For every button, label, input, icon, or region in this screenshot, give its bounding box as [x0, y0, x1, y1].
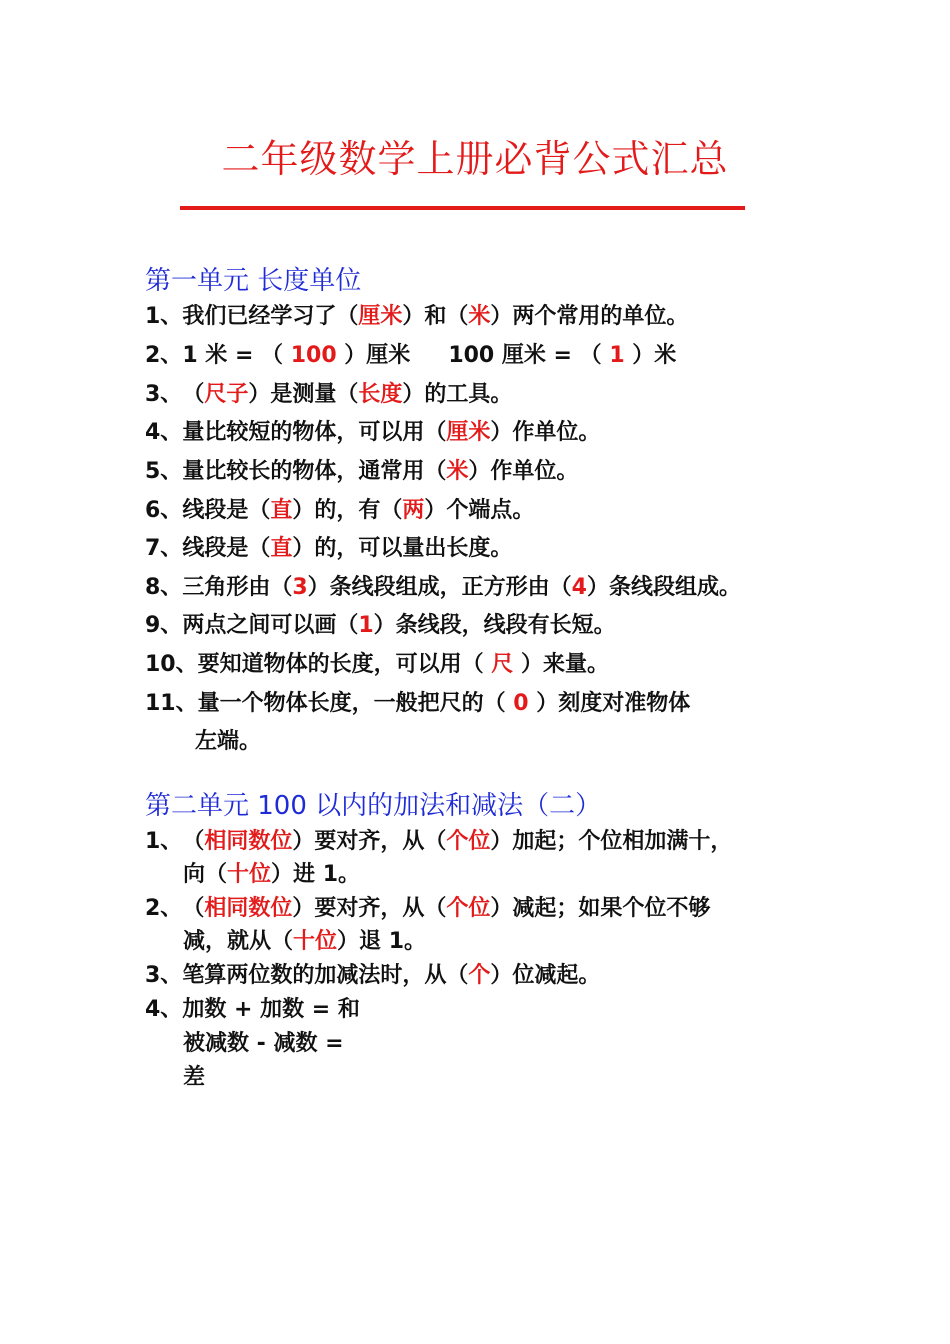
- unit1-item-11: [145, 687, 690, 720]
- item-text: 我们已经学习了（: [182, 304, 359, 329]
- unit1-heading: 第一单元 长度单位: [145, 266, 362, 296]
- unit1-item-11-continued: 左端。: [195, 729, 262, 754]
- answer: 尺: [491, 652, 514, 677]
- item-text: 量一个物体长度，一般把尺的（: [197, 691, 514, 716]
- item-text: 减，就从（: [183, 929, 294, 954]
- item-text: ）是测量（: [248, 382, 359, 407]
- formula-subtraction-result: 差: [183, 1065, 206, 1090]
- item-number: 3、: [145, 382, 183, 407]
- answer: 3: [292, 575, 308, 600]
- item-text: ）条线段组成，正方形由（: [307, 575, 572, 600]
- item-text: ）条线段组成。: [586, 575, 741, 600]
- item-text: ）退 1。: [337, 929, 426, 954]
- item-number: 2、: [145, 343, 183, 368]
- item-text: 量比较短的物体，可以用（: [182, 420, 447, 445]
- answer: 米: [468, 304, 491, 329]
- item-text: ）刻度对准物体: [528, 691, 691, 716]
- unit1-item-7: [145, 532, 512, 565]
- item-number: 4、: [145, 420, 183, 445]
- unit2-item-3: [145, 959, 600, 992]
- unit1-item-6: [145, 494, 534, 527]
- item-number: 11、: [145, 691, 198, 716]
- answer: 相同数位: [204, 896, 293, 921]
- item-number: 8、: [145, 575, 183, 600]
- unit1-item-1: [145, 300, 688, 333]
- answer: 厘米: [446, 420, 491, 445]
- answer: 100: [290, 343, 337, 368]
- unit1-item-5: [145, 455, 578, 488]
- item-text: ）要对齐，从（: [292, 829, 447, 854]
- item-text: 线段是（: [182, 498, 271, 523]
- answer: 个位: [446, 896, 491, 921]
- formula-subtraction: 被减数 - 减数 =: [183, 1031, 344, 1056]
- unit2-item-1-continued: [183, 858, 360, 891]
- answer: 两: [402, 498, 425, 523]
- answer: 直: [270, 536, 293, 561]
- answer: 相同数位: [204, 829, 293, 854]
- item-number: 1、: [145, 304, 183, 329]
- item-text: ）和（: [402, 304, 469, 329]
- item-number: 3、: [145, 963, 183, 988]
- unit1-item-4: [145, 416, 600, 449]
- item-text: ）米: [624, 343, 677, 368]
- item-text: ）位减起。: [490, 963, 601, 988]
- document-title: 二年级数学上册必背公式汇总: [221, 137, 729, 181]
- unit1-item-10: [145, 648, 609, 681]
- item-text: （: [182, 896, 205, 921]
- item-text: 向（: [183, 862, 228, 887]
- item-number: 5、: [145, 459, 183, 484]
- answer: 直: [270, 498, 293, 523]
- item-text: ）加起；个位相加满十，: [490, 829, 733, 854]
- unit2-item-1: [145, 825, 732, 858]
- item-number: 1、: [145, 829, 183, 854]
- unit1-item-8: [145, 571, 741, 604]
- unit2-heading: 第二单元 100 以内的加法和减法（二）: [145, 791, 602, 821]
- answer: 个位: [446, 829, 491, 854]
- answer: 1: [358, 613, 374, 638]
- unit2-item-2: [145, 892, 710, 925]
- item-text: 线段是（: [182, 536, 271, 561]
- unit2-item-2-continued: [183, 925, 426, 958]
- formula-addition: 加数 + 加数 = 和: [182, 997, 360, 1022]
- item-text: ）的，有（: [292, 498, 403, 523]
- unit1-item-9: [145, 609, 616, 642]
- item-text: ）作单位。: [468, 459, 579, 484]
- answer: 0: [513, 691, 529, 716]
- item-text: 三角形由（: [182, 575, 293, 600]
- item-number: 4、: [145, 997, 183, 1022]
- title-underline: [180, 206, 745, 210]
- item-text: 笔算两位数的加减法时，从（: [182, 963, 469, 988]
- item-text: 量比较长的物体，通常用（: [182, 459, 447, 484]
- item-number: 10、: [145, 652, 198, 677]
- item-number: 2、: [145, 896, 183, 921]
- answer: 十位: [293, 929, 338, 954]
- answer: 个: [468, 963, 491, 988]
- item-text: ）条线段，线段有长短。: [373, 613, 616, 638]
- item-text: ）进 1。: [271, 862, 360, 887]
- answer: 4: [571, 575, 587, 600]
- item-text: ）作单位。: [490, 420, 601, 445]
- item-text: ）要对齐，从（: [292, 896, 447, 921]
- answer: 十位: [227, 862, 272, 887]
- answer: 尺子: [204, 382, 249, 407]
- item-text: 要知道物体的长度，可以用（: [197, 652, 492, 677]
- item-number: 9、: [145, 613, 183, 638]
- item-text: （: [182, 382, 205, 407]
- item-text: （: [182, 829, 205, 854]
- item-number: 6、: [145, 498, 183, 523]
- item-text: ）减起；如果个位不够: [490, 896, 711, 921]
- unit1-item-3: [145, 378, 512, 411]
- item-text: ）的工具。: [402, 382, 513, 407]
- item-text: 1 米 = （: [182, 343, 291, 368]
- item-text: ）来量。: [513, 652, 609, 677]
- answer: 米: [446, 459, 469, 484]
- unit1-item-2: [145, 339, 676, 372]
- item-text: ）个端点。: [424, 498, 535, 523]
- item-text: ）两个常用的单位。: [490, 304, 689, 329]
- item-text: ）的，可以量出长度。: [292, 536, 513, 561]
- item-text: 100 厘米 = （: [448, 343, 610, 368]
- item-number: 7、: [145, 536, 183, 561]
- answer: 厘米: [358, 304, 403, 329]
- unit2-item-4: [145, 993, 360, 1026]
- item-text: ）厘米: [336, 343, 411, 368]
- answer: 长度: [358, 382, 403, 407]
- item-text: 两点之间可以画（: [182, 613, 359, 638]
- answer: 1: [609, 343, 625, 368]
